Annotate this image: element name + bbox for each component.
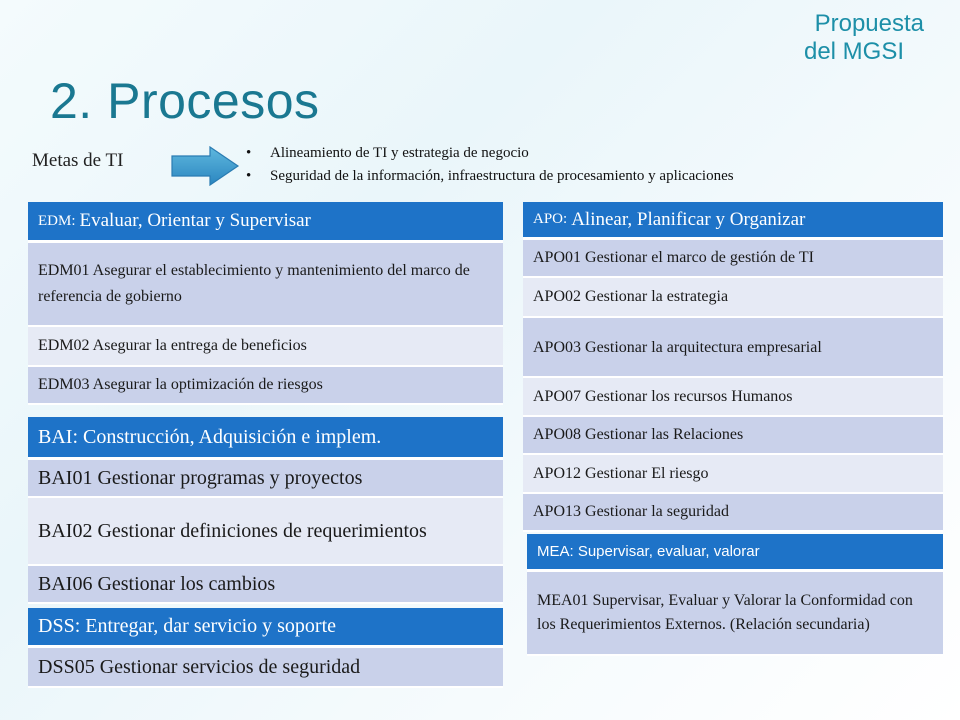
apo-row-text: APO01 Gestionar el marco de gestión de TI [533,249,814,266]
arrow-right-icon [170,146,242,186]
edm-row [28,367,503,405]
mea-row-text: MEA01 Supervisar, Evaluar y Valorar la Conformidad con los Requerimientos Externos. (Relación secundaria) [537,592,913,633]
edm-row-text: EDM03 Asegurar la optimización de riesgos [38,376,323,393]
edm-row [28,327,503,367]
goal-item: • Alineamiento de TI y estrategia de negocio [244,142,734,165]
apo-row-text: APO07 Gestionar los recursos Humanos [533,387,793,405]
mea-header [527,534,943,572]
apo-row [523,378,943,417]
apo-row-text: APO08 Gestionar las Relaciones [533,426,744,443]
apo-header-title: Alinear, Planificar y Organizar [571,208,806,230]
dss-header-title: DSS: Entregar, dar servicio y soporte [38,615,337,637]
goal-item: • Seguridad de la información, infraestructura de procesamiento y aplicaciones [244,165,734,188]
edm-row-text: EDM02 Asegurar la entrega de beneficios [38,337,307,354]
goals-list [244,142,734,188]
corner-title-line1: Propuesta [814,10,924,37]
apo-row [523,278,943,318]
dss-header [28,608,503,648]
apo-header-prefix: APO: [533,211,568,227]
bai-row-text: BAI01 Gestionar programas y proyectos [38,466,363,489]
edm-header-title: Evaluar, Orientar y Supervisar [79,210,311,231]
bai-block [28,417,503,604]
apo-row-text: APO12 Gestionar El riesgo [533,464,709,482]
apo-row [523,318,943,378]
apo-row-text: APO13 Gestionar la seguridad [533,503,729,520]
goals-label: Metas de TI [32,150,124,171]
mea-row [527,572,943,656]
bai-row-text: BAI02 Gestionar definiciones de requerimientos [38,519,427,542]
edm-row-text: EDM01 Asegurar el establecimiento y mantenimiento del marco de referencia de gobierno [38,262,470,305]
page-title: 2. Procesos [50,73,320,129]
apo-row [523,455,943,494]
edm-block [28,202,503,405]
edm-header [28,202,503,243]
apo-block [523,202,943,532]
edm-row [28,243,503,327]
bai-header [28,417,503,460]
bai-row [28,498,503,566]
dss-block [28,608,503,688]
corner-title [724,10,924,66]
apo-row [523,494,943,532]
bai-row [28,566,503,604]
apo-row [523,417,943,455]
dss-row-text: DSS05 Gestionar servicios de seguridad [38,655,361,678]
bai-row [28,460,503,498]
apo-header [523,202,943,240]
apo-row-text: APO02 Gestionar la estrategia [533,288,729,305]
mea-header-title: MEA: Supervisar, evaluar, valorar [537,543,760,560]
apo-row [523,240,943,278]
edm-header-prefix: EDM: [38,212,76,229]
bai-row-text: BAI06 Gestionar los cambios [38,572,276,595]
dss-row [28,648,503,688]
bai-header-title: BAI: Construcción, Adquisición e implem. [38,425,382,448]
corner-title-line2: del MGSI [803,38,904,65]
mea-block [527,534,943,656]
apo-row-text: APO03 Gestionar la arquitectura empresarial [533,338,822,356]
